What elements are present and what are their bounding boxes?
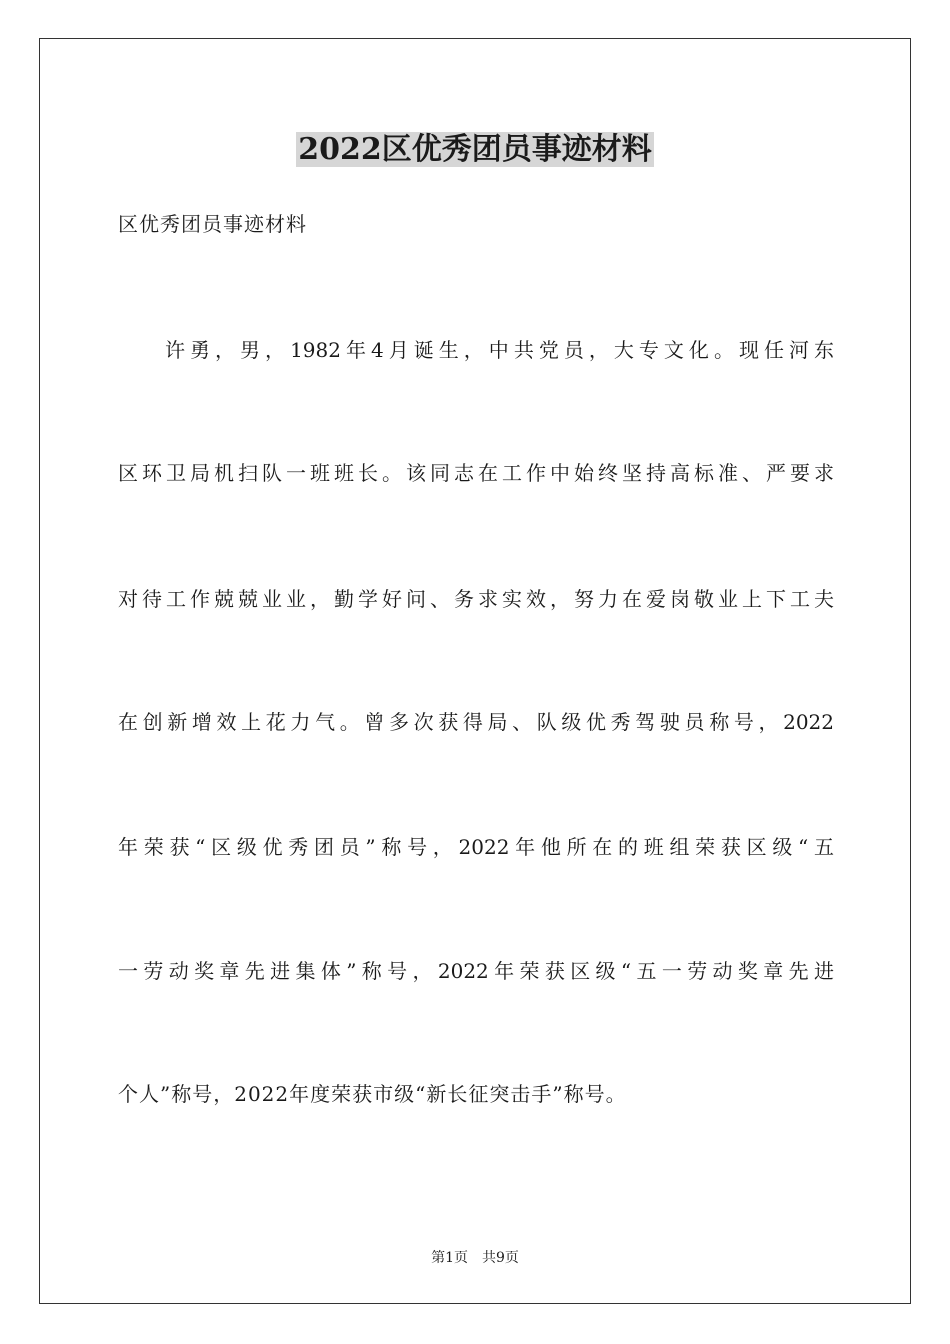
paragraph-line-5: 年荣获“区级优秀团员”称号，2022年他所在的班组荣获区级“五 [118, 835, 834, 859]
paragraph-line-2: 区环卫局机扫队一班班长。该同志在工作中始终坚持高标准、严要求 [118, 461, 834, 485]
page-total: 共9页 [482, 1250, 519, 1266]
paragraph-line-4: 在创新增效上花力气。曾多次获得局、队级优秀驾驶员称号，2022 [118, 710, 834, 734]
paragraph-line-6: 一劳动奖章先进集体”称号，2022年荣获区级“五一劳动奖章先进 [118, 959, 834, 983]
page-number: 第1页 [431, 1250, 468, 1266]
paragraph-line-3: 对待工作兢兢业业，勤学好问、务求实效，努力在爱岗敬业上下工夫 [118, 587, 834, 611]
document-subtitle: 区优秀团员事迹材料 [118, 212, 307, 236]
page-footer [0, 1248, 950, 1268]
paragraph-line-1: 许勇，男，1982年4月诞生，中共党员，大专文化。现任河东 [165, 338, 834, 362]
paragraph-line-7: 个人”称号，2022年度荣获市级“新长征突击手”称号。 [118, 1082, 627, 1106]
document-title-text: 2022区优秀团员事迹材料 [298, 132, 652, 167]
document-title [0, 128, 950, 172]
